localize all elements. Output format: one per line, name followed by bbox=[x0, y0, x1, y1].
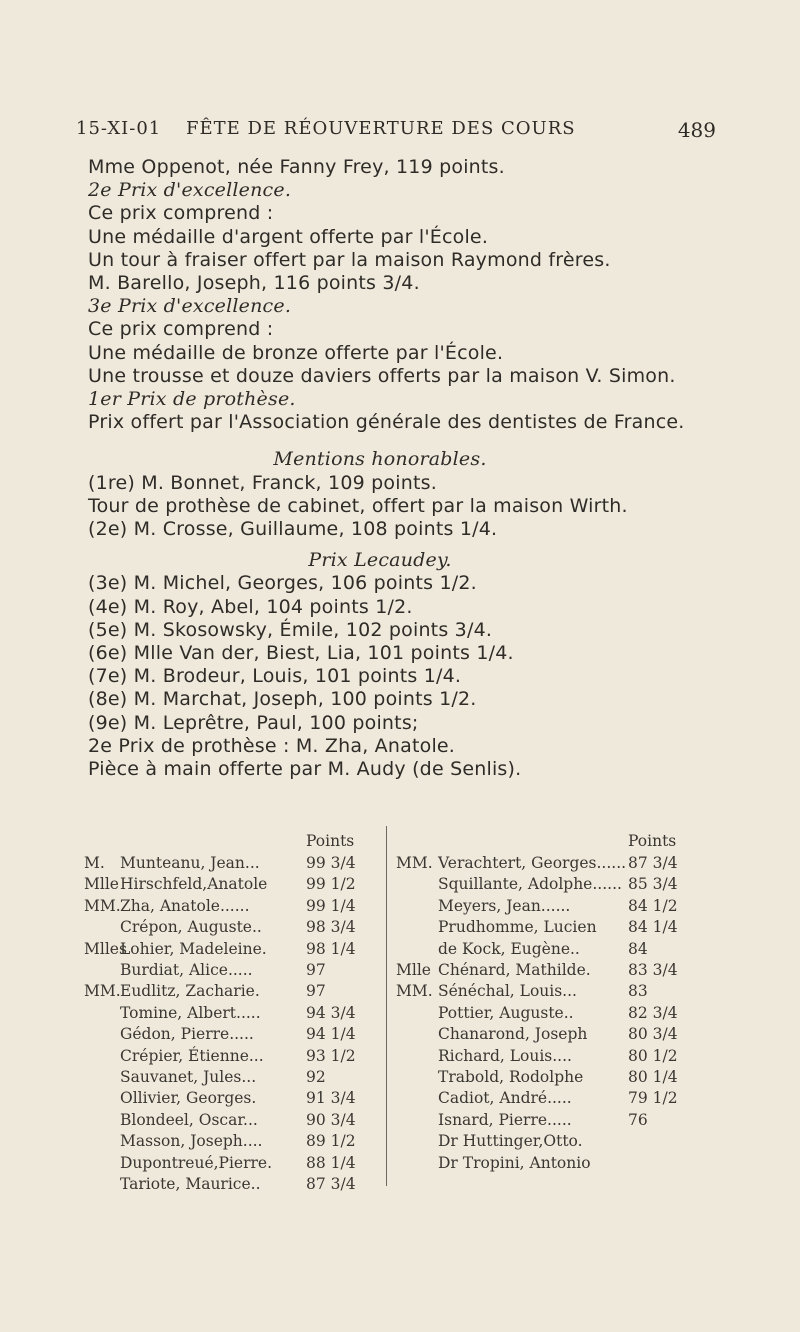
row-points: 92 bbox=[306, 1068, 326, 1086]
row-name: Gédon, Pierre..... bbox=[120, 1025, 254, 1044]
body-line: Mentions honorables. bbox=[273, 448, 487, 471]
row-name: Meyers, Jean...... bbox=[438, 896, 571, 915]
row-title-prefix: M. bbox=[84, 854, 105, 872]
body-line: Prix Lecaudey. bbox=[308, 549, 452, 572]
row-title-prefix: MM. bbox=[84, 982, 121, 1001]
body-line: (5e) M. Skosowsky, Émile, 102 points 3/4. bbox=[88, 618, 493, 641]
row-name: Tomine, Albert..... bbox=[120, 1003, 261, 1022]
row-points: 76 bbox=[628, 1110, 648, 1129]
body-line: M. Barello, Joseph, 116 points 3/4. bbox=[88, 272, 420, 294]
row-name: Lohier, Madeleine. bbox=[120, 939, 267, 958]
row-name: Masson, Joseph.... bbox=[120, 1132, 263, 1151]
body-line: (3e) M. Michel, Georges, 106 points 1/2. bbox=[88, 572, 477, 595]
body-line: Prix offert par l'Association générale des dentistes de France. bbox=[88, 411, 685, 434]
body-line: Tour de prothèse de cabinet, offert par la maison Wirth. bbox=[88, 494, 628, 517]
row-points: 97 bbox=[306, 982, 326, 1001]
body-line: 3e Prix d'excellence. bbox=[88, 295, 292, 318]
row-title-prefix: Mlle bbox=[396, 961, 431, 979]
row-name: Chénard, Mathilde. bbox=[438, 961, 591, 979]
row-name: Crépier, Étienne... bbox=[120, 1046, 264, 1065]
page-number: 489 bbox=[677, 118, 716, 142]
row-points: 83 bbox=[628, 982, 648, 1001]
body-line: Pièce à main offerte par M. Audy (de Senlis). bbox=[88, 758, 522, 780]
row-name: Sauvanet, Jules... bbox=[120, 1068, 257, 1086]
body-line: (8e) M. Marchat, Joseph, 100 points 1/2. bbox=[88, 688, 477, 711]
column-divider bbox=[386, 826, 387, 1186]
row-points: 98 3/4 bbox=[306, 918, 356, 937]
row-points: 94 1/4 bbox=[306, 1025, 356, 1044]
body-line: Une médaille de bronze offerte par l'École. bbox=[88, 341, 504, 364]
running-header bbox=[76, 118, 716, 144]
body-line: (2e) M. Crosse, Guillaume, 108 points 1/4. bbox=[88, 518, 498, 540]
row-name: Munteanu, Jean... bbox=[120, 854, 260, 872]
body-line: 1er Prix de prothèse. bbox=[88, 388, 296, 410]
row-points: 79 1/2 bbox=[628, 1089, 678, 1108]
row-name: Burdiat, Alice..... bbox=[120, 961, 253, 979]
row-points: 98 1/4 bbox=[306, 939, 356, 958]
row-name: Isnard, Pierre..... bbox=[438, 1110, 572, 1129]
row-name: Trabold, Rodolphe bbox=[438, 1068, 584, 1086]
row-points: 80 1/2 bbox=[628, 1046, 678, 1065]
row-name: Blondeel, Oscar... bbox=[120, 1110, 258, 1129]
row-name: Richard, Louis.... bbox=[438, 1046, 572, 1065]
row-name: Crépon, Auguste.. bbox=[120, 918, 262, 937]
row-points: 85 3/4 bbox=[628, 875, 678, 894]
row-points: 84 bbox=[628, 939, 648, 958]
body-line: (4e) M. Roy, Abel, 104 points 1/2. bbox=[88, 595, 413, 618]
row-name: Prudhomme, Lucien bbox=[438, 918, 597, 937]
row-name: Squillante, Adolphe...... bbox=[438, 875, 622, 894]
body-line: (6e) Mlle Van der, Biest, Lia, 101 points 1/4. bbox=[88, 642, 514, 664]
header-date: 15-XI-01 bbox=[76, 118, 162, 139]
row-points: 99 1/2 bbox=[306, 875, 356, 894]
row-name: Dr Tropini, Antonio bbox=[438, 1153, 591, 1172]
row-points: 80 3/4 bbox=[628, 1025, 678, 1044]
body-line: Une médaille d'argent offerte par l'École. bbox=[88, 225, 489, 248]
body-line: Mme Oppenot, née Fanny Frey, 119 points. bbox=[88, 156, 505, 178]
row-points: 80 1/4 bbox=[628, 1068, 678, 1086]
row-title-prefix: MM. bbox=[396, 854, 433, 872]
body-line: Un tour à fraiser offert par la maison Raymond frères. bbox=[88, 248, 611, 271]
row-name: Cadiot, André..... bbox=[438, 1089, 572, 1108]
row-name: Tariote, Maurice.. bbox=[120, 1175, 261, 1193]
body-line: 2e Prix d'excellence. bbox=[88, 179, 292, 202]
body-line: Ce prix comprend : bbox=[88, 202, 274, 225]
row-points: 84 1/4 bbox=[628, 918, 678, 937]
row-name: de Kock, Eugène.. bbox=[438, 939, 580, 958]
row-points: 99 3/4 bbox=[306, 854, 356, 872]
row-points: 83 3/4 bbox=[628, 961, 678, 979]
row-name: Sénéchal, Louis... bbox=[438, 982, 577, 1001]
row-points: 82 3/4 bbox=[628, 1003, 678, 1022]
row-points: 84 1/2 bbox=[628, 896, 678, 915]
points-column-header: Points bbox=[306, 832, 355, 850]
body-line: 2e Prix de prothèse : M. Zha, Anatole. bbox=[88, 734, 456, 757]
points-column-header: Points bbox=[628, 832, 677, 850]
row-name: Verachtert, Georges...... bbox=[438, 854, 627, 872]
row-title-prefix: MM. bbox=[396, 982, 433, 1001]
row-points: 99 1/4 bbox=[306, 896, 356, 915]
body-line: (7e) M. Brodeur, Louis, 101 points 1/4. bbox=[88, 665, 462, 688]
row-title-prefix: Mlles bbox=[84, 939, 127, 958]
row-title-prefix: MM. bbox=[84, 896, 121, 915]
row-points: 88 1/4 bbox=[306, 1153, 356, 1172]
row-points: 87 3/4 bbox=[628, 854, 678, 872]
row-name: Dupontreué,Pierre. bbox=[120, 1153, 273, 1172]
row-points: 90 3/4 bbox=[306, 1110, 356, 1129]
row-name: Chanarond, Joseph bbox=[438, 1025, 588, 1044]
row-points: 93 1/2 bbox=[306, 1046, 356, 1065]
header-title: FÊTE DE RÉOUVERTURE DES COURS bbox=[186, 118, 576, 139]
row-name: Ollivier, Georges. bbox=[120, 1089, 257, 1108]
row-name: Eudlitz, Zacharie. bbox=[120, 982, 260, 1001]
body-line: (1re) M. Bonnet, Franck, 109 points. bbox=[88, 471, 437, 494]
row-points: 87 3/4 bbox=[306, 1175, 356, 1193]
row-name: Pottier, Auguste.. bbox=[438, 1003, 574, 1022]
body-line: (9e) M. Leprêtre, Paul, 100 points; bbox=[88, 711, 419, 734]
row-points: 91 3/4 bbox=[306, 1089, 356, 1108]
row-name: Zha, Anatole...... bbox=[120, 896, 250, 915]
row-points: 94 3/4 bbox=[306, 1003, 356, 1022]
row-points: 89 1/2 bbox=[306, 1132, 356, 1151]
row-points: 97 bbox=[306, 961, 326, 979]
body-line: Une trousse et douze daviers offerts par la maison V. Simon. bbox=[88, 364, 676, 387]
body-line: Ce prix comprend : bbox=[88, 318, 274, 341]
row-name: Dr Huttinger,Otto. bbox=[438, 1132, 583, 1151]
row-title-prefix: Mlle bbox=[84, 875, 119, 894]
row-name: Hirschfeld,Anatole bbox=[120, 875, 268, 894]
